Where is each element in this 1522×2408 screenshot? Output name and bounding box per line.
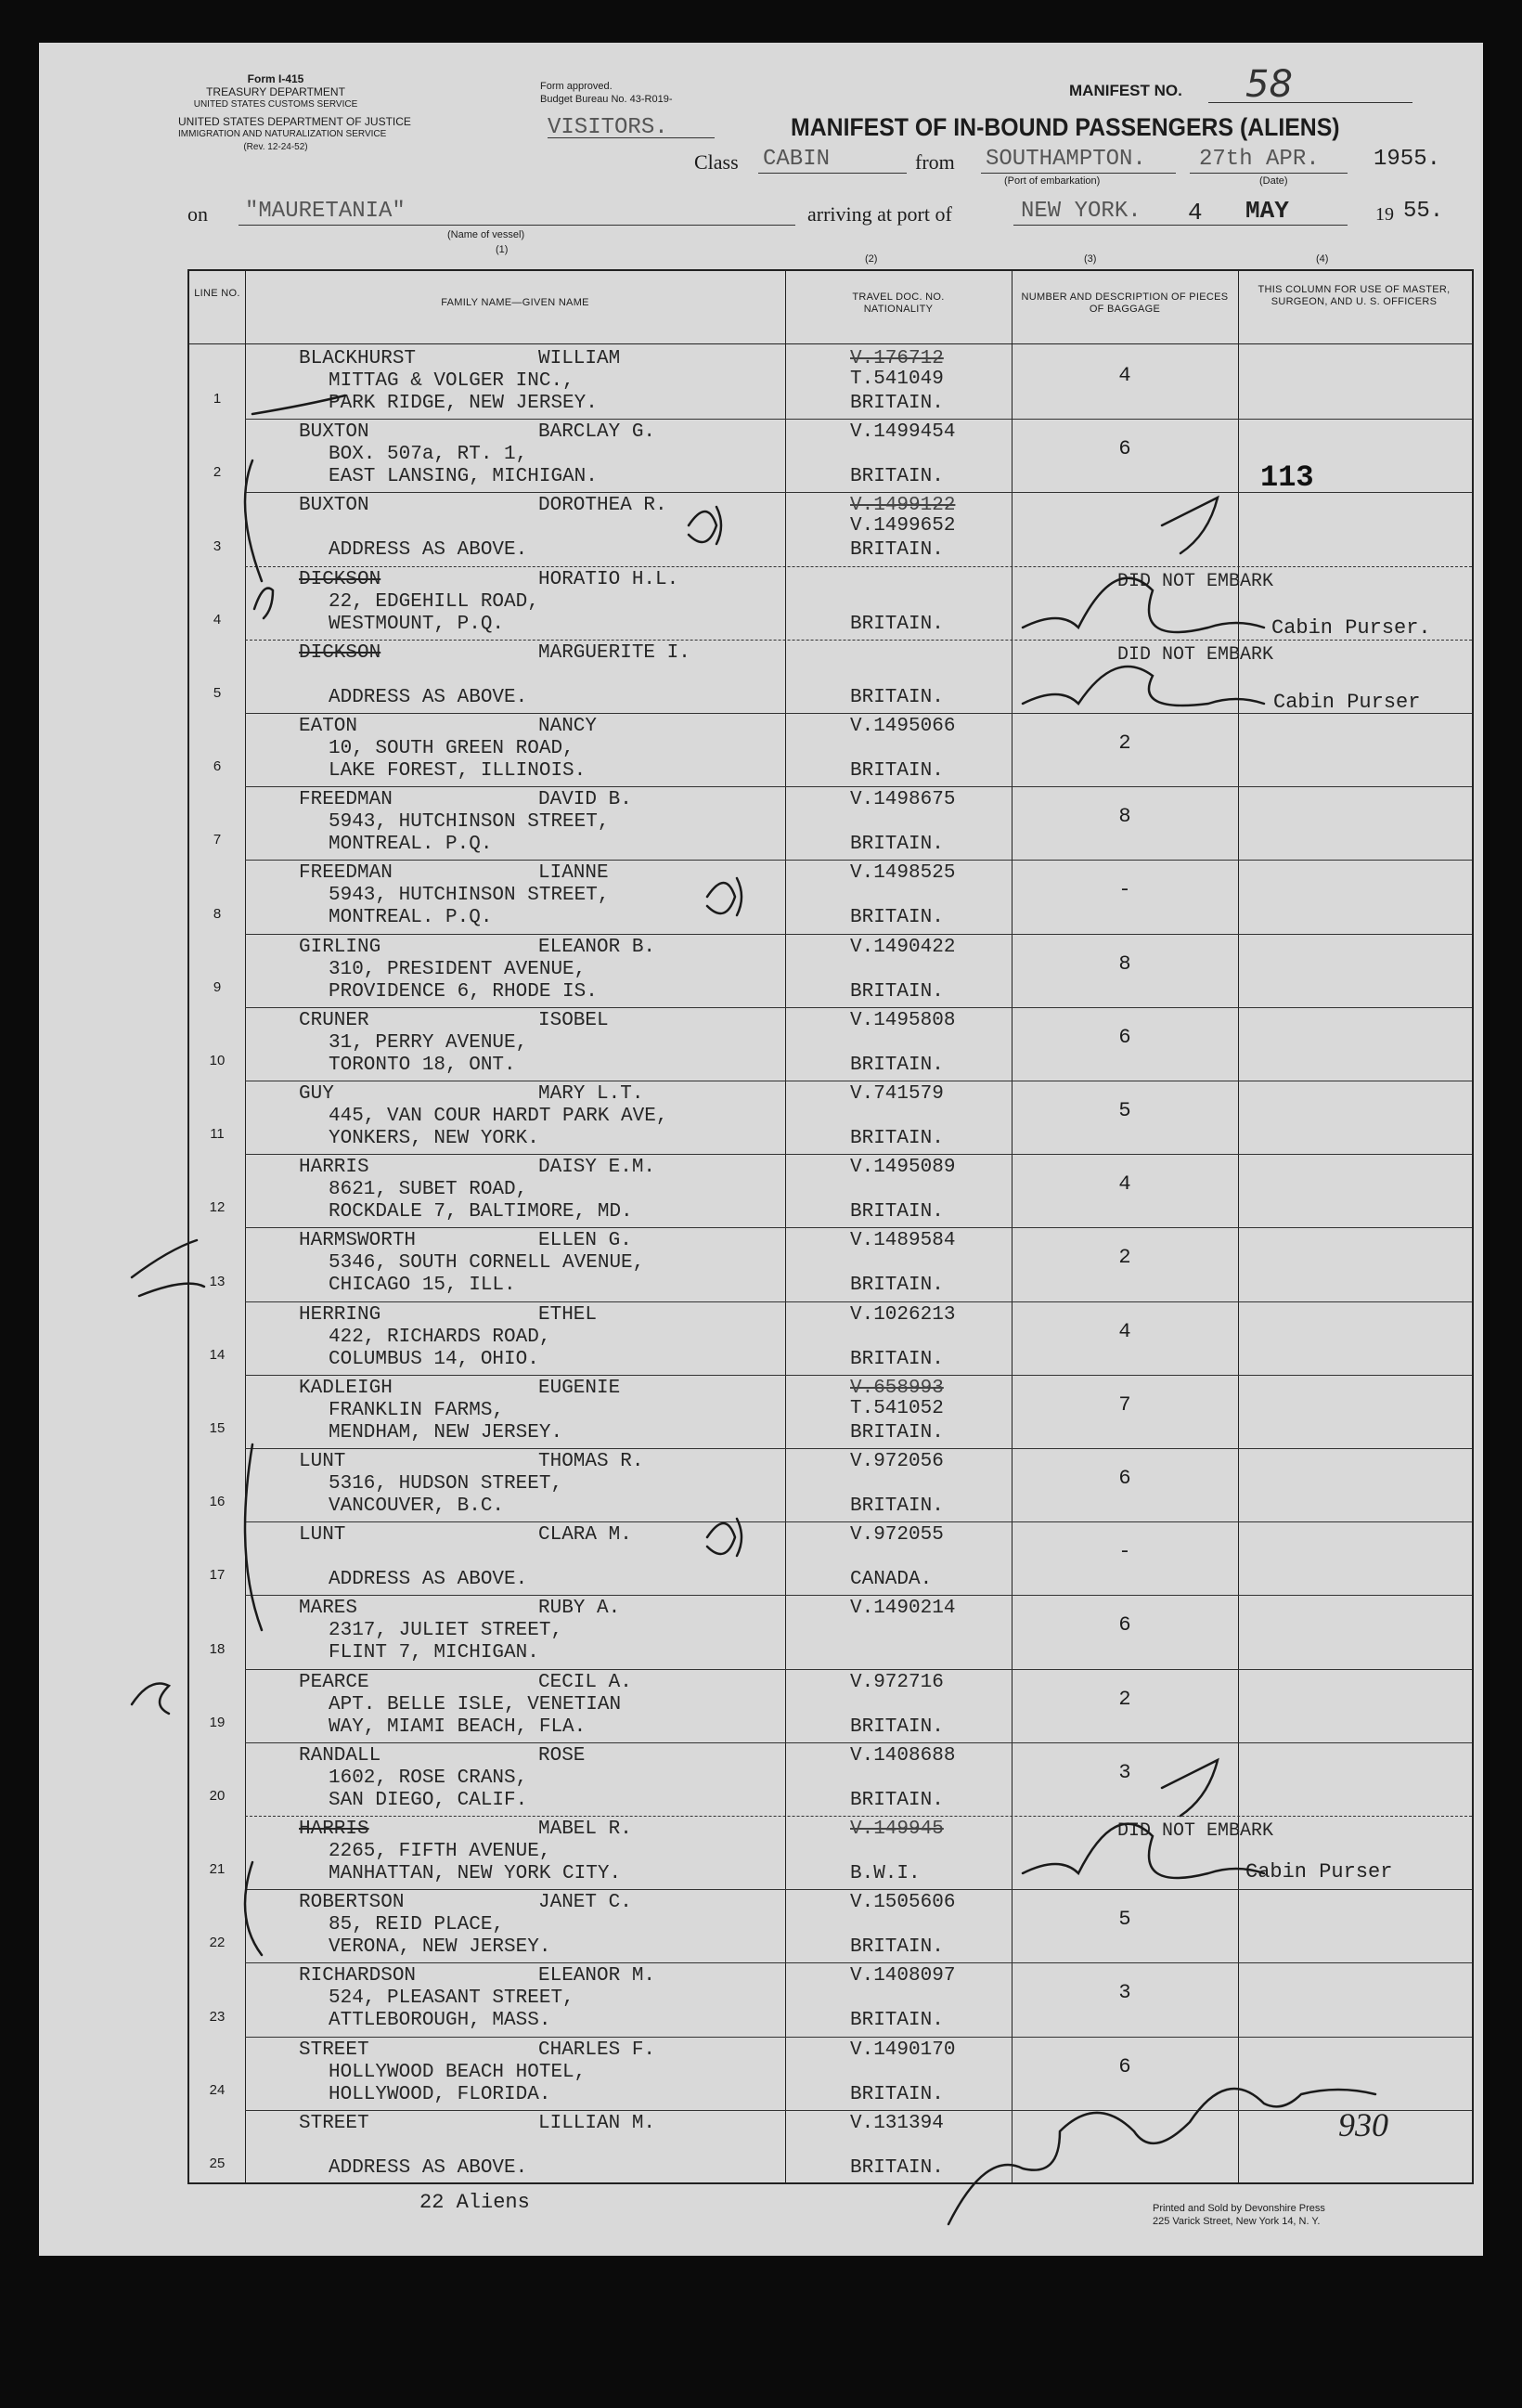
family-name: STREET xyxy=(299,2039,369,2061)
form-id: Form I-415 xyxy=(247,72,304,85)
address-line-1: 2317, JULIET STREET, xyxy=(329,1620,563,1642)
baggage-count: 8 xyxy=(1118,805,1131,829)
line-number: 23 xyxy=(209,2008,226,2025)
line-number: 10 xyxy=(209,1052,226,1068)
col-num-1: (1) xyxy=(496,244,509,255)
nationality: BRITAIN. xyxy=(850,1495,944,1517)
travel-doc-number: V.1499454 xyxy=(850,421,956,444)
given-name: ELEANOR M. xyxy=(538,1965,656,1987)
family-name: FREEDMAN xyxy=(299,862,393,885)
address-line-1: 8621, SUBET ROAD, xyxy=(329,1179,528,1201)
col-num-3: (3) xyxy=(1084,253,1097,265)
travel-doc-number: T.541052 xyxy=(850,1397,944,1419)
col-num-2: (2) xyxy=(865,253,878,265)
travel-doc-number: V.1490170 xyxy=(850,2039,956,2061)
line-number: 11 xyxy=(210,1126,225,1143)
given-name: BARCLAY G. xyxy=(538,421,656,444)
given-name: ISOBEL xyxy=(538,1009,609,1031)
nationality: BRITAIN. xyxy=(850,1936,944,1959)
travel-doc-number: V.1495808 xyxy=(850,1009,956,1031)
table-row xyxy=(189,934,1472,1007)
family-name: HARRIS xyxy=(299,1157,369,1179)
address-line-1: 5316, HUDSON STREET, xyxy=(329,1473,563,1495)
given-name: JANET C. xyxy=(538,1892,632,1914)
baggage-count: 6 xyxy=(1118,1025,1131,1049)
class-value: CABIN xyxy=(763,147,831,172)
arrival-year: 55. xyxy=(1403,199,1444,224)
cabin-purser-note: Cabin Purser xyxy=(1245,1860,1393,1884)
line-number: 14 xyxy=(209,1346,226,1363)
given-name: RUBY A. xyxy=(538,1598,621,1620)
family-name: RANDALL xyxy=(299,1744,381,1767)
family-name: ROBERTSON xyxy=(299,1892,405,1914)
baggage-count: 7 xyxy=(1118,1392,1131,1417)
table-row xyxy=(189,1081,1472,1154)
address-line-2: ATTLEBOROUGH, MASS. xyxy=(329,2010,551,2032)
arrival-month: MAY xyxy=(1245,197,1289,225)
vessel-caption: (Name of vessel) xyxy=(447,229,525,240)
address-line-2: MONTREAL. P.Q. xyxy=(329,834,493,856)
line-number: 21 xyxy=(209,1861,226,1878)
baggage-count: 2 xyxy=(1118,731,1131,755)
col-header-name: FAMILY NAME—GIVEN NAME xyxy=(441,297,589,308)
arrival-day: 4 xyxy=(1188,199,1203,227)
row-divider xyxy=(245,1742,1472,1743)
row-divider xyxy=(245,1521,1472,1522)
family-name: STREET xyxy=(299,2112,369,2134)
line-number: 7 xyxy=(213,832,222,848)
nationality: BRITAIN. xyxy=(850,907,944,929)
address-line-1: 10, SOUTH GREEN ROAD, xyxy=(329,738,574,759)
line-number: 4 xyxy=(213,611,222,628)
dept-ins: IMMIGRATION AND NATURALIZATION SERVICE xyxy=(178,129,387,139)
baggage-count: - xyxy=(1118,878,1131,902)
stamped-count: 113 xyxy=(1260,460,1314,495)
col-header-line-no: LINE NO. xyxy=(194,288,240,299)
family-name: EATON xyxy=(299,716,358,737)
given-name: MARY L.T. xyxy=(538,1083,644,1105)
travel-doc-number: V.1408688 xyxy=(850,1744,956,1767)
row-divider xyxy=(245,1595,1472,1596)
nationality: BRITAIN. xyxy=(850,613,944,635)
nationality: BRITAIN. xyxy=(850,1128,944,1149)
travel-doc-number: V.1495089 xyxy=(850,1157,956,1179)
address-line-1: HOLLYWOOD BEACH HOTEL, xyxy=(329,2061,587,2083)
address-line-2: PROVIDENCE 6, RHODE IS. xyxy=(329,980,598,1003)
address-line-1: BOX. 507a, RT. 1, xyxy=(329,444,528,466)
nationality: BRITAIN. xyxy=(850,2156,944,2179)
manifest-title: MANIFEST OF IN-BOUND PASSENGERS (ALIENS) xyxy=(791,113,1340,141)
family-name: HERRING xyxy=(299,1303,381,1326)
baggage-note: DID NOT EMBARK xyxy=(1117,643,1274,666)
address-line-2: ADDRESS AS ABOVE. xyxy=(329,1569,528,1591)
baggage-count: 5 xyxy=(1118,1908,1131,1932)
visitors-stamp: VISITORS. xyxy=(548,115,668,140)
budget-approval: Form approved. Budget Bureau No. 43-R019- xyxy=(540,81,673,105)
travel-doc-number: V.1498525 xyxy=(850,862,956,885)
row-divider xyxy=(245,786,1472,787)
address-line-1: APT. BELLE ISLE, VENETIAN xyxy=(329,1693,622,1715)
from-value: SOUTHAMPTON. xyxy=(986,147,1146,172)
line-number: 6 xyxy=(213,758,222,775)
table-row xyxy=(189,1301,1472,1375)
table-row xyxy=(189,1227,1472,1301)
family-name: BLACKHURST xyxy=(299,348,417,369)
given-name: WILLIAM xyxy=(538,348,621,369)
arrival-port: NEW YORK. xyxy=(1021,199,1142,224)
travel-doc-struck: V.1499122 xyxy=(850,495,956,517)
table-row xyxy=(189,1154,1472,1227)
line-number: 25 xyxy=(209,2155,226,2171)
baggage-count: 2 xyxy=(1118,1687,1131,1711)
baggage-count: 6 xyxy=(1118,1613,1131,1638)
line-number: 3 xyxy=(213,537,222,554)
handwritten-time: 930 xyxy=(1338,2106,1388,2143)
form-revision: (Rev. 12-24-52) xyxy=(243,142,308,152)
family-name: HARMSWORTH xyxy=(299,1230,417,1252)
visitors-underline xyxy=(548,137,715,138)
col-header-baggage: NUMBER AND DESCRIPTION OF PIECES OF BAGGAGE xyxy=(1021,291,1229,315)
nationality: BRITAIN. xyxy=(850,2083,944,2105)
table-row xyxy=(189,1889,1472,1962)
given-name: ELEANOR B. xyxy=(538,936,656,958)
col-header-travel-doc: TRAVEL DOC. NO. NATIONALITY xyxy=(852,291,945,315)
row-divider xyxy=(245,1301,1472,1302)
address-line-1: 22, EDGEHILL ROAD, xyxy=(329,590,539,613)
given-name: DAVID B. xyxy=(538,789,632,811)
address-line-2: SAN DIEGO, CALIF. xyxy=(329,1789,528,1811)
given-name: NANCY xyxy=(538,716,598,737)
baggage-count: 4 xyxy=(1118,1319,1131,1343)
manifest-no-line xyxy=(1208,102,1412,103)
date-caption: (Date) xyxy=(1259,175,1288,187)
on-label: on xyxy=(187,202,208,226)
given-name: ELLEN G. xyxy=(538,1230,632,1252)
family-name: RICHARDSON xyxy=(299,1965,417,1987)
table-row xyxy=(189,1007,1472,1081)
from-label: from xyxy=(915,150,955,174)
family-name: GIRLING xyxy=(299,936,381,958)
travel-doc-number: V.1489584 xyxy=(850,1230,956,1252)
travel-doc-number: V.1408097 xyxy=(850,1965,956,1987)
dept-justice: UNITED STATES DEPARTMENT OF JUSTICE xyxy=(178,115,411,128)
row-divider xyxy=(245,1962,1472,1963)
row-divider xyxy=(245,1227,1472,1228)
table-row xyxy=(189,786,1472,860)
cabin-purser-note: Cabin Purser. xyxy=(1271,616,1431,640)
arrival-year-prefix: 19 xyxy=(1375,204,1394,225)
given-name: HORATIO H.L. xyxy=(538,568,679,590)
row-divider xyxy=(245,2110,1472,2111)
nationality: BRITAIN. xyxy=(850,980,944,1003)
address-line-2: MENDHAM, NEW JERSEY. xyxy=(329,1421,563,1444)
row-divider xyxy=(245,419,1472,420)
given-name: THOMAS R. xyxy=(538,1451,644,1472)
family-name: FREEDMAN xyxy=(299,789,393,811)
baggage-count: 4 xyxy=(1118,1172,1131,1197)
arriving-label: arriving at port of xyxy=(807,202,952,226)
given-name: ROSE xyxy=(538,1744,586,1767)
port-embark-caption: (Port of embarkation) xyxy=(1004,175,1101,187)
row-divider xyxy=(245,1007,1472,1008)
row-divider xyxy=(245,860,1472,861)
table-row xyxy=(189,860,1472,933)
baggage-count: 6 xyxy=(1118,2054,1131,2078)
row-divider xyxy=(245,1448,1472,1449)
travel-doc-number: V.1498675 xyxy=(850,789,956,811)
departure-date: 27th APR. xyxy=(1199,147,1320,172)
address-line-2: VERONA, NEW JERSEY. xyxy=(329,1936,551,1959)
given-name: CECIL A. xyxy=(538,1671,632,1693)
travel-doc-struck: V.658993 xyxy=(850,1377,944,1399)
given-name: MARGUERITE I. xyxy=(538,641,690,664)
check-mark-icon xyxy=(132,1684,169,1715)
line-number: 19 xyxy=(209,1714,226,1730)
family-name: LUNT xyxy=(299,1451,346,1472)
class-line xyxy=(758,173,907,174)
address-line-2: WESTMOUNT, P.Q. xyxy=(329,613,505,635)
address-line-2: TORONTO 18, ONT. xyxy=(329,1054,516,1076)
table-row xyxy=(189,2110,1472,2183)
line-number: 2 xyxy=(213,464,222,481)
line-number: 22 xyxy=(209,1935,226,1951)
nationality: BRITAIN. xyxy=(850,2010,944,2032)
table-row xyxy=(189,492,1472,565)
given-name: DOROTHEA R. xyxy=(538,495,667,517)
line-number: 24 xyxy=(209,2081,226,2098)
address-line-2: MANHATTAN, NEW YORK CITY. xyxy=(329,1863,622,1884)
dept-customs: UNITED STATES CUSTOMS SERVICE xyxy=(193,99,358,110)
family-name: KADLEIGH xyxy=(299,1377,393,1399)
table-row xyxy=(189,1962,1472,2036)
given-name: ETHEL xyxy=(538,1303,598,1326)
row-divider xyxy=(245,1375,1472,1376)
nationality: BRITAIN. xyxy=(850,1715,944,1738)
nationality: BRITAIN. xyxy=(850,539,944,562)
address-line-1: 2265, FIFTH AVENUE, xyxy=(329,1841,551,1862)
address-line-2: ADDRESS AS ABOVE. xyxy=(329,2156,528,2179)
col-header-officers: THIS COLUMN FOR USE OF MASTER, SURGEON, AND U. S. OFFICERS xyxy=(1258,284,1451,307)
travel-doc-number: V.972056 xyxy=(850,1451,944,1472)
cabin-purser-note: Cabin Purser xyxy=(1273,691,1421,714)
nationality: BRITAIN. xyxy=(850,1054,944,1076)
line-number: 18 xyxy=(209,1640,226,1657)
baggage-count: - xyxy=(1118,1540,1131,1564)
address-line-1: 310, PRESIDENT AVENUE, xyxy=(329,958,587,980)
nationality: BRITAIN. xyxy=(850,1421,944,1444)
printer-credit: Printed and Sold by Devonshire Press 225 Varick Street, New York 14, N. Y. xyxy=(1153,2203,1325,2227)
manifest-no-label: MANIFEST NO. xyxy=(1069,82,1182,99)
address-line-2: FLINT 7, MICHIGAN. xyxy=(329,1642,539,1664)
table-row xyxy=(189,1742,1472,1816)
family-name: PEARCE xyxy=(299,1671,369,1693)
manifest-sheet xyxy=(39,43,1483,2256)
given-name: LIANNE xyxy=(538,862,609,885)
baggage-count: 4 xyxy=(1118,364,1131,387)
address-line-2: PARK RIDGE, NEW JERSEY. xyxy=(329,393,598,414)
header-rule xyxy=(189,343,1472,344)
given-name: LILLIAN M. xyxy=(538,2112,656,2134)
baggage-count: 6 xyxy=(1118,437,1131,461)
address-line-1: FRANKLIN FARMS, xyxy=(329,1399,505,1421)
table-row xyxy=(189,713,1472,786)
address-line-1: 5943, HUTCHINSON STREET, xyxy=(329,885,610,907)
table-row xyxy=(189,2037,1472,2110)
nationality: BRITAIN. xyxy=(850,686,944,708)
address-line-2: CHICAGO 15, ILL. xyxy=(329,1275,516,1297)
address-line-1: 524, PLEASANT STREET, xyxy=(329,1987,574,2010)
address-line-1: 1602, ROSE CRANS, xyxy=(329,1767,528,1789)
table-row xyxy=(189,1669,1472,1742)
travel-doc-number: V.1490422 xyxy=(850,936,956,958)
travel-doc-number: T.541049 xyxy=(850,369,944,390)
line-number: 20 xyxy=(209,1787,226,1804)
nationality: BRITAIN. xyxy=(850,834,944,856)
table-row xyxy=(189,1448,1472,1521)
nationality: BRITAIN. xyxy=(850,1201,944,1223)
address-line-1: 422, RICHARDS ROAD, xyxy=(329,1326,551,1348)
address-line-2: HOLLYWOOD, FLORIDA. xyxy=(329,2083,551,2105)
travel-doc-number: V.1505606 xyxy=(850,1892,956,1914)
row-divider xyxy=(245,1154,1472,1155)
travel-doc-struck: V.176712 xyxy=(850,348,944,369)
address-line-1: 5943, HUTCHINSON STREET, xyxy=(329,811,610,834)
travel-doc-number: V.1495066 xyxy=(850,716,956,737)
address-line-1: 445, VAN COUR HARDT PARK AVE, xyxy=(329,1106,668,1127)
travel-doc-number: V.131394 xyxy=(850,2112,944,2134)
nationality: CANADA. xyxy=(850,1569,933,1591)
address-line-2: LAKE FOREST, ILLINOIS. xyxy=(329,760,587,782)
given-name: DAISY E.M. xyxy=(538,1157,656,1179)
form-info-block xyxy=(178,72,411,154)
travel-doc-number: V.741579 xyxy=(850,1083,944,1105)
travel-doc-struck: V.149945 xyxy=(850,1819,944,1840)
family-name: DICKSON xyxy=(299,641,381,664)
vessel-name: "MAURETANIA" xyxy=(245,199,406,224)
travel-doc-number: V.1499652 xyxy=(850,515,956,537)
row-divider xyxy=(245,2037,1472,2038)
line-number: 13 xyxy=(209,1273,226,1289)
manifest-no-value: 58 xyxy=(1245,63,1293,106)
nationality: BRITAIN. xyxy=(850,466,944,488)
address-line-2: MONTREAL. P.Q. xyxy=(329,907,493,929)
baggage-count: 3 xyxy=(1118,1760,1131,1784)
family-name: MARES xyxy=(299,1598,358,1620)
dept-treasury: TREASURY DEPARTMENT xyxy=(206,85,345,98)
address-line-2: VANCOUVER, B.C. xyxy=(329,1495,505,1517)
date-line xyxy=(1190,173,1348,174)
line-number: 17 xyxy=(209,1567,226,1584)
family-name: HARRIS xyxy=(299,1819,369,1840)
family-name: BUXTON xyxy=(299,495,369,517)
address-line-2: YONKERS, NEW YORK. xyxy=(329,1128,539,1149)
row-divider xyxy=(245,1889,1472,1890)
family-name: GUY xyxy=(299,1083,334,1105)
arrival-line xyxy=(1013,225,1348,226)
address-line-2: WAY, MIAMI BEACH, FLA. xyxy=(329,1715,587,1738)
family-name: DICKSON xyxy=(299,568,381,590)
table-row xyxy=(189,1595,1472,1668)
nationality: BRITAIN. xyxy=(850,760,944,782)
address-line-2: COLUMBUS 14, OHIO. xyxy=(329,1348,539,1370)
line-number: 8 xyxy=(213,905,222,922)
given-name: MABEL R. xyxy=(538,1819,632,1840)
passenger-table xyxy=(187,269,1474,2184)
col-num-4: (4) xyxy=(1316,253,1329,265)
address-line-1: 5346, SOUTH CORNELL AVENUE, xyxy=(329,1252,645,1275)
table-row xyxy=(189,1375,1472,1448)
address-line-2: ADDRESS AS ABOVE. xyxy=(329,686,528,708)
line-number: 12 xyxy=(209,1199,226,1216)
line-number: 16 xyxy=(209,1494,226,1510)
vessel-line xyxy=(239,225,795,226)
family-name: LUNT xyxy=(299,1524,346,1547)
table-row xyxy=(189,345,1472,419)
baggage-count: 8 xyxy=(1118,952,1131,976)
nationality: BRITAIN. xyxy=(850,1789,944,1811)
baggage-note: DID NOT EMBARK xyxy=(1117,570,1274,592)
nationality: B.W.I. xyxy=(850,1863,921,1884)
travel-doc-number: V.972716 xyxy=(850,1671,944,1693)
class-label: Class xyxy=(694,150,739,174)
address-line-1: 85, REID PLACE, xyxy=(329,1914,505,1936)
baggage-count: 2 xyxy=(1118,1246,1131,1270)
address-line-1: MITTAG & VOLGER INC., xyxy=(329,370,574,392)
baggage-note: DID NOT EMBARK xyxy=(1117,1820,1274,1842)
departure-year: 1955. xyxy=(1374,147,1441,172)
line-number: 9 xyxy=(213,978,222,995)
aliens-total: 22 Aliens xyxy=(419,2191,530,2214)
travel-doc-number: V.972055 xyxy=(850,1524,944,1547)
baggage-count: 6 xyxy=(1118,1467,1131,1490)
address-line-2: ROCKDALE 7, BALTIMORE, MD. xyxy=(329,1201,633,1223)
baggage-count: 5 xyxy=(1118,1099,1131,1122)
row-divider xyxy=(245,1816,1472,1817)
travel-doc-number: V.1026213 xyxy=(850,1303,956,1326)
line-number: 5 xyxy=(213,684,222,701)
row-divider xyxy=(245,566,1472,567)
given-name: EUGENIE xyxy=(538,1377,621,1399)
row-divider xyxy=(245,1669,1472,1670)
family-name: CRUNER xyxy=(299,1009,369,1031)
from-line xyxy=(981,173,1176,174)
nationality: BRITAIN. xyxy=(850,1348,944,1370)
nationality: BRITAIN. xyxy=(850,1275,944,1297)
address-line-2: EAST LANSING, MICHIGAN. xyxy=(329,466,598,488)
row-divider xyxy=(245,934,1472,935)
given-name: CHARLES F. xyxy=(538,2039,656,2061)
baggage-count: 3 xyxy=(1118,1981,1131,2005)
address-line-2: ADDRESS AS ABOVE. xyxy=(329,539,528,562)
line-number: 1 xyxy=(213,391,222,408)
line-number: 15 xyxy=(209,1419,226,1436)
nationality: BRITAIN. xyxy=(850,393,944,414)
given-name: CLARA M. xyxy=(538,1524,632,1547)
travel-doc-number: V.1490214 xyxy=(850,1598,956,1620)
address-line-1: 31, PERRY AVENUE, xyxy=(329,1031,528,1054)
table-row xyxy=(189,1521,1472,1595)
family-name: BUXTON xyxy=(299,421,369,444)
